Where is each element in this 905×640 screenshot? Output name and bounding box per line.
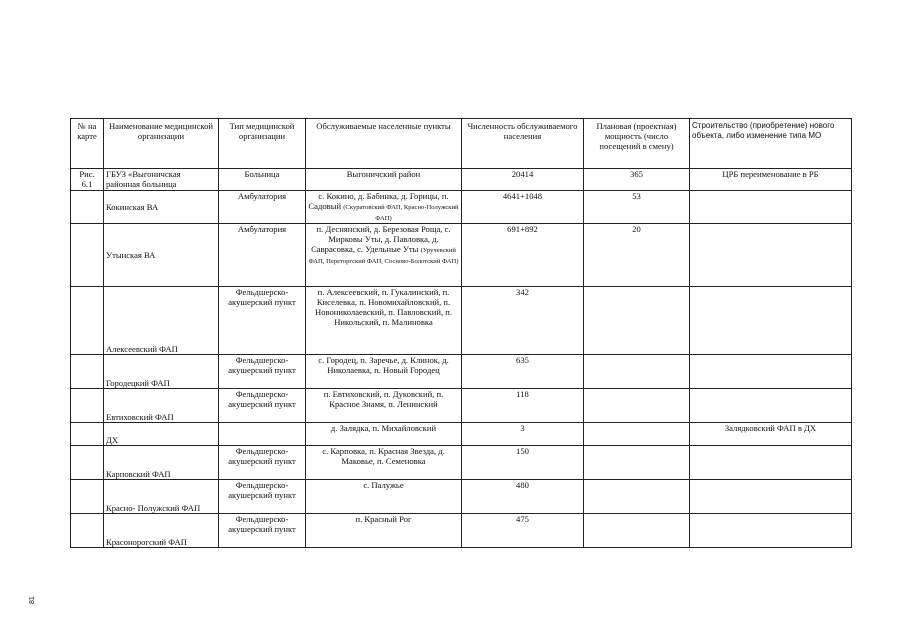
header-construction: Строительство (приобретение) нового объекта, либо изменение типа МО	[690, 119, 852, 169]
cell-name: ГБУЗ «Выгоничская районная больница	[104, 169, 219, 191]
served-text: с. Карповка, п. Красная Звезда, д. Маковье, п. Семеновка	[322, 446, 445, 466]
cell-num: Рис. 6.1	[71, 169, 104, 191]
cell-type: Фельдшерско-акушерский пункт	[219, 389, 306, 423]
table-row	[71, 446, 852, 480]
cell-capacity: 53	[584, 191, 690, 224]
cell-num	[71, 287, 104, 355]
cell-served	[306, 514, 462, 548]
served-text: п. Красный Рог	[355, 514, 412, 524]
served-text: с. Городец, п. Заречье, д. Клинок, д. Николаевка, п. Новый Городец	[318, 355, 449, 375]
medical-organizations-table	[70, 118, 852, 548]
cell-population: 150	[462, 446, 584, 480]
table-row	[71, 480, 852, 514]
cell-population: 480	[462, 480, 584, 514]
cell-name: Красонорогский ФАП	[104, 514, 219, 548]
cell-capacity: 365	[584, 169, 690, 191]
cell-type: Фельдшерско-акушерский пункт	[219, 355, 306, 389]
cell-population: 20414	[462, 169, 584, 191]
cell-num	[71, 423, 104, 446]
served-text: п. Алексеевский, п. Гукалинский, п. Киселевка, п. Новомихайловский, п. Новониколаевский, п. Павловский, п. Никольский, п. Малиновка	[314, 287, 452, 327]
cell-capacity	[584, 389, 690, 423]
cell-construction	[690, 224, 852, 287]
cell-name: Красно- Полужский ФАП	[104, 480, 219, 514]
table-header-row	[71, 119, 852, 169]
cell-capacity	[584, 514, 690, 548]
cell-type: Фельдшерско-акушерский пункт	[219, 514, 306, 548]
cell-population: 691+892	[462, 224, 584, 287]
cell-num	[71, 191, 104, 224]
cell-population: 4641+1048	[462, 191, 584, 224]
served-text: д. Залядка, п. Михайловский	[330, 423, 437, 433]
cell-construction	[690, 389, 852, 423]
header-type: Тип медицинской организации	[219, 119, 306, 169]
header-served: Обслуживаемые населенные пункты	[306, 119, 462, 169]
header-name: Наименование медицинской организации	[104, 119, 219, 169]
table-row	[71, 389, 852, 423]
cell-num	[71, 355, 104, 389]
table-row	[71, 169, 852, 191]
cell-construction	[690, 355, 852, 389]
cell-served	[306, 191, 462, 224]
table-row	[71, 355, 852, 389]
cell-type: Амбулатория	[219, 191, 306, 224]
cell-construction	[690, 480, 852, 514]
table-row	[71, 287, 852, 355]
table-row	[71, 224, 852, 287]
cell-served	[306, 480, 462, 514]
cell-served	[306, 423, 462, 446]
cell-population: 342	[462, 287, 584, 355]
served-note: (Уручевский ФАП, Переторгский ФАП, Сосново-Болотский ФАП)	[308, 247, 459, 265]
cell-capacity: 20	[584, 224, 690, 287]
cell-num	[71, 389, 104, 423]
cell-construction	[690, 514, 852, 548]
cell-type: Фельдшерско-акушерский пункт	[219, 480, 306, 514]
table-row	[71, 423, 852, 446]
cell-served	[306, 224, 462, 287]
cell-construction	[690, 287, 852, 355]
cell-population: 118	[462, 389, 584, 423]
table-row	[71, 514, 852, 548]
page-number: 81	[29, 596, 36, 604]
cell-type	[219, 423, 306, 446]
cell-population: 3	[462, 423, 584, 446]
cell-served	[306, 389, 462, 423]
cell-type: Амбулатория	[219, 224, 306, 287]
cell-num	[71, 480, 104, 514]
cell-served	[306, 169, 462, 191]
cell-construction: ЦРБ переименование в РБ	[690, 169, 852, 191]
cell-type: Больница	[219, 169, 306, 191]
cell-construction	[690, 191, 852, 224]
cell-construction	[690, 446, 852, 480]
cell-capacity	[584, 446, 690, 480]
served-text: п. Евтиховский, п. Дуковский, п. Красное Знамя, п. Ленинский	[323, 389, 444, 409]
cell-capacity	[584, 287, 690, 355]
table-row	[71, 191, 852, 224]
header-num: № на карте	[71, 119, 104, 169]
cell-num	[71, 514, 104, 548]
cell-type: Фельдшерско-акушерский пункт	[219, 287, 306, 355]
served-text: Выгоничский район	[346, 169, 421, 179]
cell-served	[306, 355, 462, 389]
cell-name: Карповский ФАП	[104, 446, 219, 480]
cell-population: 635	[462, 355, 584, 389]
served-text: п. Деснянский, д. Березовая Роща, с. Мирковы Уты, д. Павловка, д. Савраcовка, с. Удельные Уты	[311, 224, 451, 254]
cell-capacity	[584, 355, 690, 389]
served-text: с. Кокино, д. Бабинка, д. Горицы, п. Садовый	[308, 191, 449, 211]
cell-capacity	[584, 423, 690, 446]
cell-name: Утынская ВА	[104, 224, 219, 287]
cell-served	[306, 446, 462, 480]
served-text: с. Палужье	[363, 480, 404, 490]
cell-population: 475	[462, 514, 584, 548]
header-population: Численность обслуживаемого населения	[462, 119, 584, 169]
cell-name: ДХ	[104, 423, 219, 446]
cell-name: Кокинская ВА	[104, 191, 219, 224]
cell-name: Евтиховский ФАП	[104, 389, 219, 423]
cell-construction: Залядковский ФАП в ДХ	[690, 423, 852, 446]
header-capacity: Плановая (проектная) мощность (число посещений в смену)	[584, 119, 690, 169]
cell-name: Алексеевский ФАП	[104, 287, 219, 355]
cell-num	[71, 446, 104, 480]
cell-capacity	[584, 480, 690, 514]
cell-num	[71, 224, 104, 287]
cell-served	[306, 287, 462, 355]
cell-type: Фельдшерско-акушерский пункт	[219, 446, 306, 480]
served-note: (Скуратовский ФАП, Красно-Полужский ФАП)	[343, 204, 459, 222]
cell-name: Городецкий ФАП	[104, 355, 219, 389]
